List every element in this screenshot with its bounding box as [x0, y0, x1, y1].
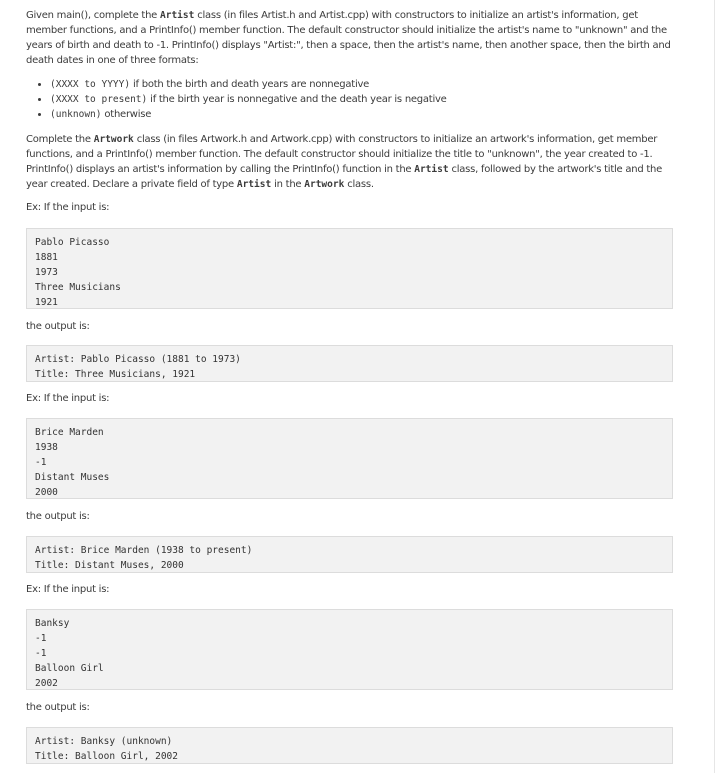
output-line: Artist: Banksy (unknown) [35, 736, 173, 747]
input-line: 2000 [35, 487, 58, 498]
artwork-class-code: Artwork [304, 179, 345, 190]
input-line: Distant Muses [35, 472, 110, 483]
artwork-text-3: class, followed by the artwork's title and the year created. Declare a private field of type [26, 164, 663, 190]
artwork-class-code: Artwork [93, 134, 134, 145]
input-line: 1973 [35, 267, 58, 278]
example-output-box [26, 727, 673, 764]
artist-class-code: Artist [160, 10, 195, 21]
artwork-text-2: class (in files Artwork.h and Artwork.cpp) with constructors to initialize an artwork's information, get member functions, and a PrintInfo() member function. The default constructor should initialize the title to "unknown", the year created to -1. PrintInfo() displays an artist's information by calling the PrintInfo() function in the [26, 134, 658, 175]
example-input-box [26, 418, 673, 499]
intro-text-1: Given main(), complete the [26, 10, 160, 21]
format-code: (XXXX to YYYY) [50, 79, 131, 90]
artwork-paragraph [26, 132, 673, 192]
input-line: 1881 [35, 252, 58, 263]
example-output-box [26, 345, 673, 382]
artwork-text-4: in the [271, 179, 305, 190]
output-line: Artist: Brice Marden (1938 to present) [35, 545, 253, 556]
input-line: -1 [35, 648, 47, 659]
artwork-text-5: class. [344, 179, 374, 190]
example-output-label: the output is: [26, 511, 90, 522]
input-line: -1 [35, 633, 47, 644]
format-text: if both the birth and death years are nonnegative [130, 79, 370, 90]
input-line: 1921 [35, 297, 58, 308]
format-item-present [50, 92, 673, 107]
output-line: Title: Distant Muses, 2000 [35, 560, 184, 571]
example-input-label: Ex: If the input is: [26, 202, 110, 213]
example-input-label: Ex: If the input is: [26, 584, 110, 595]
output-line: Title: Three Musicians, 1921 [35, 369, 196, 380]
artist-class-code: Artist [414, 164, 449, 175]
format-item-both-years [50, 77, 673, 92]
input-line: 1938 [35, 442, 58, 453]
output-line: Artist: Pablo Picasso (1881 to 1973) [35, 354, 241, 365]
input-line: 2002 [35, 678, 58, 689]
example-input-box [26, 609, 673, 690]
intro-text-2: class (in files Artist.h and Artist.cpp) with constructors to initialize an artist's information, get member functions, and a PrintInfo() member function. The default constructor should initialize the artist's name to "unknown" and the years of birth and death to -1. PrintInfo() displays "Artist:", then a space, then the artist's name, then another space, then the birth and death dates in one of three formats: [26, 10, 671, 66]
format-item-unknown [50, 107, 673, 122]
example-output-label: the output is: [26, 702, 90, 713]
intro-paragraph [26, 8, 673, 68]
artwork-text-1: Complete the [26, 134, 94, 145]
example-input-box [26, 228, 673, 309]
format-list [26, 77, 673, 122]
format-code: (XXXX to present) [50, 94, 148, 105]
example-output-box [26, 536, 673, 573]
input-line: Brice Marden [35, 427, 104, 438]
output-line: Title: Balloon Girl, 2002 [35, 751, 178, 762]
example-output-label: the output is: [26, 321, 90, 332]
format-text: if the birth year is nonnegative and the death year is negative [147, 94, 447, 105]
input-line: -1 [35, 457, 47, 468]
input-line: Banksy [35, 618, 70, 629]
example-input-label: Ex: If the input is: [26, 393, 110, 404]
input-line: Three Musicians [35, 282, 121, 293]
artist-type-code: Artist [236, 179, 272, 190]
input-line: Balloon Girl [35, 663, 104, 674]
input-line: Pablo Picasso [35, 237, 110, 248]
format-code: (unknown) [50, 109, 102, 120]
format-text: otherwise [101, 109, 152, 120]
